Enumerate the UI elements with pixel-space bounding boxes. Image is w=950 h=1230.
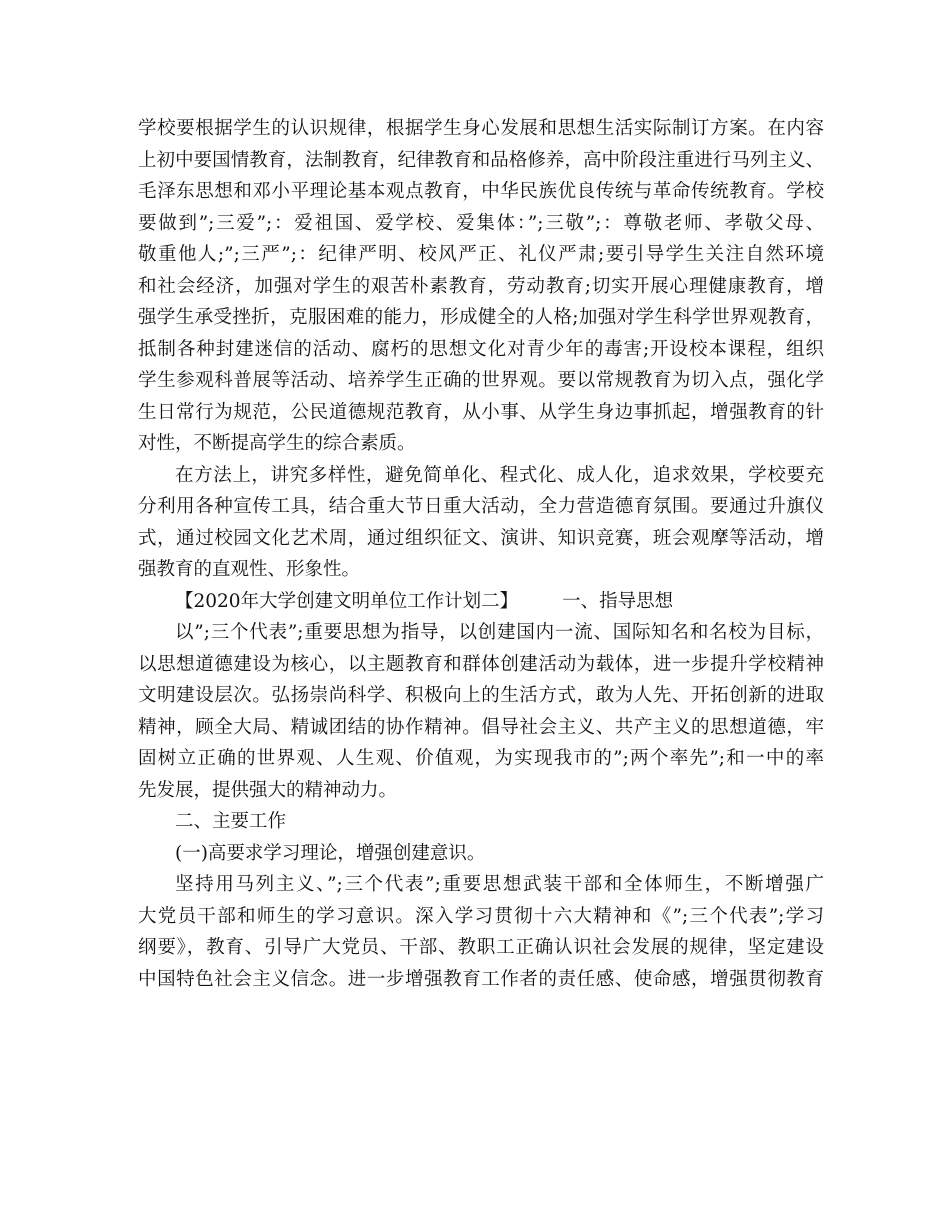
text-line: 上初中要国情教育，法制教育，纪律教育和品格修养，高中阶段注重进行马列主义、 [138,149,824,171]
text-line: 要做到”;三爱”;：爱祖国、爱学校、爱集体：”;三敬”;：尊敬老师、孝敬父母、 [138,212,824,234]
text-line: 文明建设层次。弘扬崇尚科学、积极向上的生活方式，敢为人先、开拓创新的进取 [138,685,824,706]
paragraph-guiding-ideology [138,617,824,806]
text-line: 以思想道德建设为核心，以主题教育和群体创建活动为载体，进一步提升学校精神 [138,653,824,675]
text-line: 中国特色社会主义信念。进一步增强教育工作者的责任感、使命感，增强贯彻教育 [138,968,824,990]
text-line: (一)高要求学习理论，增强创建意识。 [175,842,486,864]
text-line: 对性，不断提高学生的综合素质。 [138,433,416,454]
section-title-main-work [138,806,824,838]
text-line: 固树立正确的世界观、人生观、价值观，为实现我市的”;两个率先”;和一中的率 [138,748,824,769]
text-line: 和社会经济，加强对学生的艰苦朴素教育，劳动教育;切实开展心理健康教育，增 [138,275,824,297]
text-line: 强教育的直观性、形象性。 [138,559,361,580]
text-line: 毛泽东思想和邓小平理论基本观点教育，中华民族优良传统与革命传统教育。学校 [138,181,824,202]
subsection-title-study-theory [138,838,824,870]
text-line: 在方法上，讲究多样性，避免简单化、程式化、成人化，追求效果，学校要充 [175,464,824,486]
paragraph-study-theory [138,869,824,995]
section-heading [138,586,824,618]
text-line: 精神，顾全大局、精诚团结的协作精神。倡导社会主义、共产主义的思想道德，牢 [138,716,824,738]
text-line: 纲要》，教育、引导广大党员、干部、教职工正确认识社会发展的规律，坚定建设 [138,937,824,958]
text-line: 抵制各种封建迷信的活动、腐朽的思想文化对青少年的毒害;开设校本课程，组织 [138,338,824,360]
text-line: 大党员干部和师生的学习意识。深入学习贯彻十六大精神和《”;三个代表”;学习 [138,905,824,927]
document-page [138,113,824,995]
text-line: 坚持用马列主义、”;三个代表”;重要思想武装干部和全体师生，不断增强广 [175,874,824,895]
text-line: 学生参观科普展等活动、培养学生正确的世界观。要以常规教育为切入点，强化学 [138,370,824,391]
paragraph-methods [138,460,824,586]
text-line: 式，通过校园文化艺术周，通过组织征文、演讲、知识竞赛，班会观摩等活动，增 [138,527,824,549]
section-title-guiding-ideology: 一、指导思想 [562,590,674,612]
text-line: 二、主要工作 [175,811,287,832]
heading-line [138,586,824,618]
text-line: 敬重他人;”;三严”;：纪律严明、校风严正、礼仪严肃;要引导学生关注自然环境 [138,244,824,265]
plan-title: 【2020年大学创建文明单位工作计划二】 [175,590,519,612]
text-line: 生日常行为规范，公民道德规范教育，从小事、从学生身边事抓起，增强教育的针 [138,401,824,423]
text-line: 分利用各种宣传工具，结合重大节日重大活动，全力营造德育氛围。要通过升旗仪 [138,496,824,517]
paragraph-moral-education-content [138,113,824,460]
text-line: 先发展，提供强大的精神动力。 [138,779,398,801]
text-line: 学校要根据学生的认识规律，根据学生身心发展和思想生活实际制订方案。在内容 [138,118,824,139]
text-line: 以”;三个代表”;重要思想为指导，以创建国内一流、国际知名和名校为目标， [175,622,824,643]
text-line: 强学生承受挫折，克服困难的能力，形成健全的人格;加强对学生科学世界观教育， [138,307,824,328]
